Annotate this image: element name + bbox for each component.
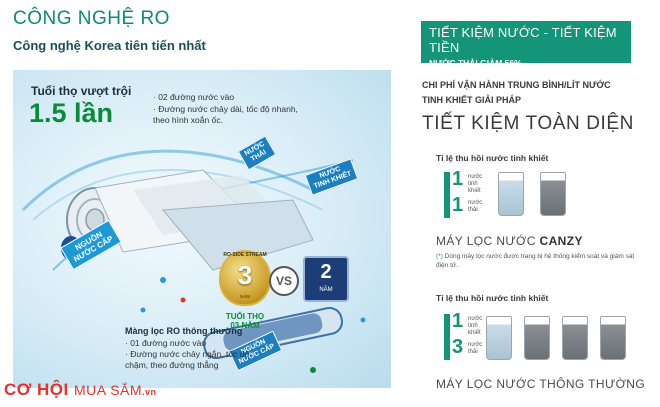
- lifespan-multiplier: 1.5 lần: [29, 98, 114, 128]
- tag-source-water-normal: NGUỒN NƯỚC CẤP: [229, 331, 282, 371]
- canzy-section: [436, 153, 646, 163]
- normal-section: [436, 293, 646, 303]
- ratio-pure-label-2: nước tinh khiết: [468, 316, 483, 336]
- tag-waste-water: NƯỚC THẢI: [238, 136, 277, 171]
- clean-glass-icon-2: [486, 316, 512, 360]
- saving-header-box: [421, 21, 631, 68]
- cost-line-2: TINH KHIẾT GIẢI PHÁP: [422, 95, 522, 105]
- waste-glass-icon-2: [524, 316, 550, 360]
- three-year-badge: [219, 250, 271, 310]
- note-text: Dòng máy lọc nước được trang bị hệ thống kiểm soát và giám sát điện tử.: [436, 253, 635, 269]
- note-asterisk: (*): [436, 253, 443, 260]
- badge-arc-text: RO-SIDE STREAM: [223, 252, 267, 258]
- waste-glass-icon-3: [562, 316, 588, 360]
- cost-text: [422, 78, 652, 108]
- machine-brand-text: CANZY: [539, 234, 583, 248]
- ratio-pure-number: 1: [452, 168, 464, 190]
- badge-number: 3: [237, 260, 253, 290]
- ro-illustration-panel: [13, 70, 391, 388]
- waste-glass-icon-4: [600, 316, 626, 360]
- canzy-machine-label: [436, 234, 583, 248]
- three-year-caption: TUỔI THỌ 03 NĂM: [225, 312, 265, 330]
- feature-item: · Đường nước chảy ngắn, tốc độ chậm, theo đường thẳng: [125, 349, 250, 370]
- badge-low-text: NĂM: [240, 294, 250, 299]
- clean-glass-icon: [498, 172, 524, 216]
- ro-title: CÔNG NGHỆ RO: [13, 8, 170, 29]
- ratio-bar: [444, 172, 450, 218]
- ratio-waste-label: nước thải: [468, 200, 483, 213]
- tag-source-water: NGUỒN NƯỚC CẤP: [60, 220, 122, 271]
- waste-glass-icon: [540, 172, 566, 216]
- saving-header-sub: NƯỚC THẢI GIẢM 56%: [429, 58, 522, 68]
- machine-label-text: MÁY LỌC NƯỚC: [436, 234, 536, 248]
- ratio-waste-number: 1: [452, 194, 464, 216]
- tag-pure-water: NƯỚC TINH KHIẾT: [305, 158, 359, 196]
- two-year-number: 2: [320, 261, 332, 283]
- ratio-bar-2: [444, 314, 450, 360]
- two-year-badge: [303, 256, 349, 302]
- total-saving-heading: TIẾT KIỆM TOÀN DIỆN: [422, 113, 634, 134]
- ratio-pure-label: nước tinh khiết: [468, 174, 483, 194]
- ro-subtitle: Công nghệ Korea tiên tiến nhất: [13, 38, 206, 53]
- ratio-waste-label-2: nước thải: [468, 342, 483, 355]
- recovery-ratio-label: Tỉ lệ thu hồi nước tinh khiết: [436, 153, 549, 163]
- recovery-ratio-label-2: Tỉ lệ thu hồi nước tinh khiết: [436, 293, 549, 303]
- saving-header-title: TIẾT KIỆM NƯỚC - TIẾT KIỆM TIỀN: [429, 25, 617, 55]
- normal-membrane-heading: Màng lọc RO thông thường: [125, 326, 243, 336]
- ratio-pure-number-2: 1: [452, 310, 464, 332]
- two-year-unit: NĂM: [319, 287, 333, 293]
- normal-machine-label: MÁY LỌC NƯỚC THÔNG THƯỜNG: [436, 377, 646, 391]
- feature-list-bottom: [125, 338, 265, 371]
- brand-part-1: CƠ HỘI: [4, 380, 69, 399]
- ratio-waste-number-2: 3: [452, 336, 464, 358]
- feature-item: · 01 đường nước vào: [125, 338, 207, 348]
- canzy-note: [436, 252, 646, 270]
- brand-part-2: MUA SẮM: [73, 382, 143, 398]
- feature-item: · 02 đường nước vào: [153, 92, 235, 102]
- site-brand-logo: [4, 380, 157, 400]
- feature-item: · Đường nước chảy dài, tốc độ nhanh, theo hình xoắn ốc.: [153, 104, 298, 125]
- vs-circle: VS: [269, 266, 299, 296]
- lifespan-heading: Tuổi thọ vượt trội: [31, 84, 132, 98]
- cost-line-1: CHI PHÍ VẬN HÀNH TRUNG BÌNH/LÍT NƯỚC: [422, 80, 611, 90]
- brand-part-3: .vn: [142, 387, 157, 397]
